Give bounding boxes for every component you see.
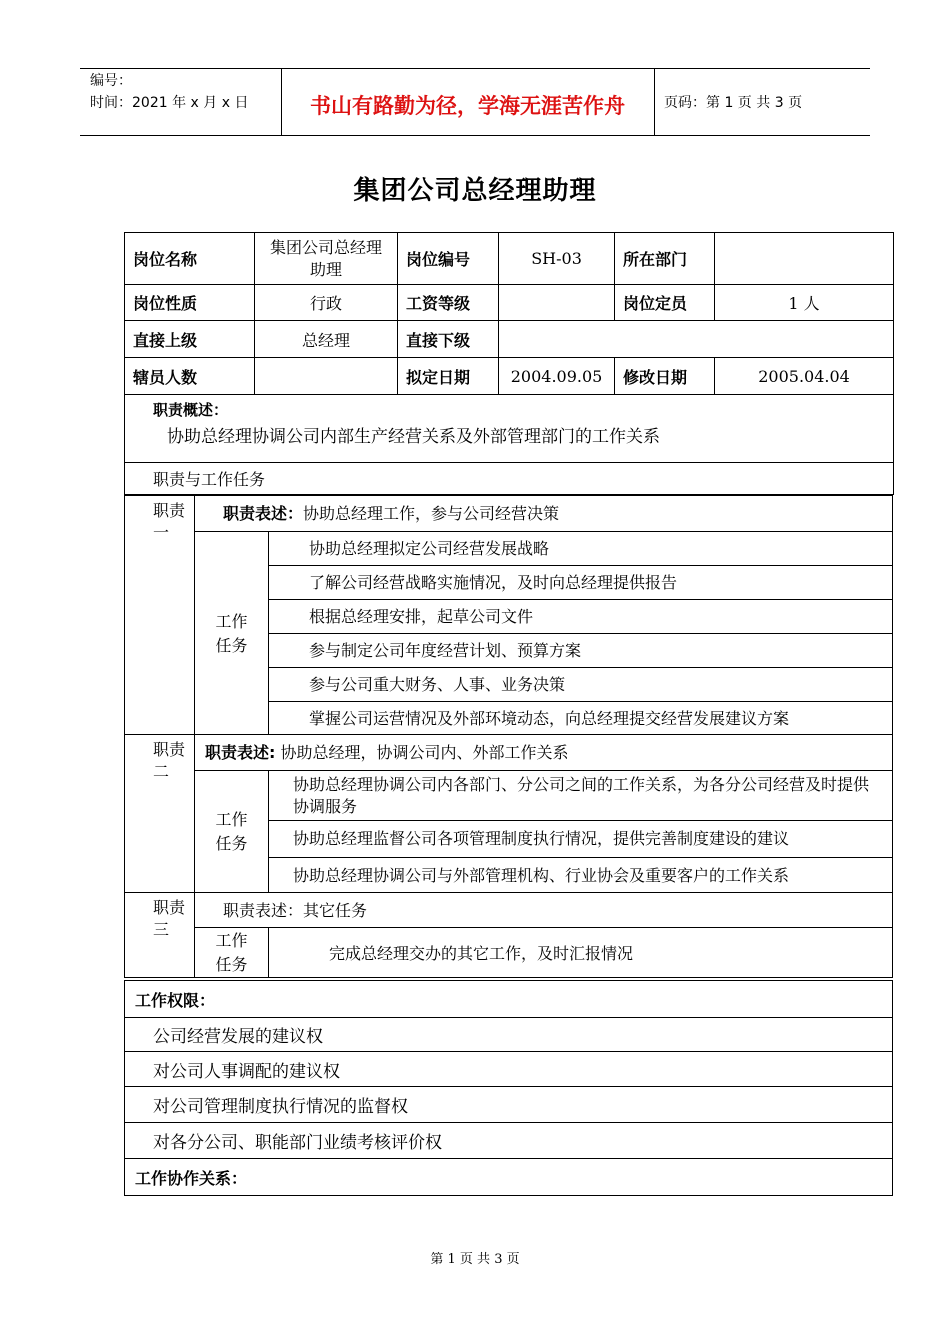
page-footer: 第 1 页 共 3 页 <box>430 1252 520 1267</box>
task-item: 参与制定公司年度经营计划、预算方案 <box>269 634 892 668</box>
superior-label: 直接上级 <box>125 321 255 358</box>
duty-description <box>195 893 892 928</box>
task-label-line: 任务 <box>215 635 248 655</box>
authority-label: 工作权限： <box>125 981 893 1018</box>
duty-label: 职责 一 <box>125 496 195 734</box>
position-code-value: SH-03 <box>499 233 615 285</box>
task-label-line: 工作 <box>215 810 248 829</box>
staff-label: 辖员人数 <box>125 358 255 395</box>
header-motto: 书山有路勤为径，学海无涯苦作舟 <box>310 93 625 118</box>
position-name-value: 集团公司总经理助理 <box>255 233 398 285</box>
header-bottom-rule <box>80 135 870 136</box>
job-info-table <box>124 232 894 495</box>
duty-label-number: 三 <box>153 920 170 939</box>
subordinate-value <box>499 321 894 358</box>
duty-description-label: 职责表述： <box>223 901 304 920</box>
duty-description-text: 协助总经理，协调公司内、外部工作关系 <box>275 743 569 762</box>
duties-heading: 职责与工作任务 <box>125 463 894 495</box>
position-code-label: 岗位编号 <box>398 233 499 285</box>
duty-label: 职责 二 <box>125 735 195 892</box>
header-page-info: 页码：第 1 页 共 3 页 <box>664 95 803 111</box>
duty-label: 职责 三 <box>125 893 195 977</box>
task-label <box>195 532 269 735</box>
summary-text: 协助总经理协调公司内部生产经营关系及外部管理部门的工作关系 <box>167 427 660 447</box>
duty-block <box>124 495 893 735</box>
authority-table <box>124 980 893 1196</box>
task-item: 协助总经理监督公司各项管理制度执行情况，提供完善制度建设的建议 <box>269 821 892 858</box>
page-title: 集团公司总经理助理 <box>353 176 597 206</box>
task-label-line: 工作 <box>215 931 248 950</box>
superior-value: 总经理 <box>255 321 398 358</box>
duty-label-number: 二 <box>153 762 170 781</box>
task-item: 协助总经理拟定公司经营发展战略 <box>269 532 892 566</box>
task-item: 掌握公司运营情况及外部环境动态，向总经理提交经营发展建议方案 <box>309 709 790 728</box>
headcount-label: 岗位定员 <box>615 285 715 321</box>
duty-description-label: 职责表述: <box>205 743 276 762</box>
authority-item: 公司经营发展的建议权 <box>125 1018 893 1052</box>
department-value <box>715 233 894 285</box>
task-item: 完成总经理交办的其它工作，及时汇报情况 <box>329 943 634 963</box>
summary-cell <box>125 395 894 463</box>
task-item: 了解公司经营战略实施情况，及时向总经理提供报告 <box>269 566 892 600</box>
task-label-line: 任务 <box>215 955 248 974</box>
duty-block <box>124 734 893 893</box>
salary-value <box>499 285 615 321</box>
nature-value: 行政 <box>255 285 398 321</box>
headcount-value: 1 人 <box>715 285 894 321</box>
staff-value <box>255 358 398 395</box>
revise-date-label: 修改日期 <box>615 358 715 395</box>
draft-date-value: 2004.09.05 <box>499 358 615 395</box>
task-item: 协助总经理协调公司内各部门、分公司之间的工作关系，为各分公司经营及时提供协调服务 <box>269 771 892 821</box>
department-label: 所在部门 <box>615 233 715 285</box>
duty-label-number: 一 <box>153 523 170 542</box>
task-item: 根据总经理安排，起草公司文件 <box>269 600 892 634</box>
subordinate-label: 直接下级 <box>398 321 499 358</box>
header-top-rule <box>80 68 870 69</box>
duty-description <box>195 735 892 771</box>
nature-label: 岗位性质 <box>125 285 255 321</box>
task-label-line: 工作 <box>215 611 248 631</box>
authority-item: 对公司管理制度执行情况的监督权 <box>125 1087 893 1123</box>
duty-description <box>195 496 892 532</box>
task-item: 协助总经理协调公司与外部管理机构、行业协会及重要客户的工作关系 <box>293 866 790 885</box>
task-item: 参与公司重大财务、人事、业务决策 <box>269 668 892 702</box>
duty-block <box>124 892 893 978</box>
salary-label: 工资等级 <box>398 285 499 321</box>
task-label-line: 任务 <box>215 834 248 853</box>
summary-label: 职责概述： <box>153 401 229 419</box>
task-label <box>195 771 269 893</box>
task-label <box>195 928 269 978</box>
duty-description-label: 职责表述： <box>223 504 304 523</box>
time-label: 时间：2021 年 x 月 x 日 <box>90 95 249 111</box>
relation-label: 工作协作关系： <box>125 1159 893 1196</box>
duty-description-text: 协助总经理工作，参与公司经营决策 <box>303 504 560 523</box>
authority-item: 对各分公司、职能部门业绩考核评价权 <box>125 1123 893 1159</box>
duty-description-text: 其它任务 <box>303 901 368 920</box>
code-label: 编号： <box>90 73 132 89</box>
header-divider-right <box>654 68 655 136</box>
revise-date-value: 2005.04.04 <box>715 358 894 395</box>
authority-item: 对公司人事调配的建议权 <box>125 1052 893 1087</box>
draft-date-label: 拟定日期 <box>398 358 499 395</box>
position-name-label: 岗位名称 <box>125 233 255 285</box>
